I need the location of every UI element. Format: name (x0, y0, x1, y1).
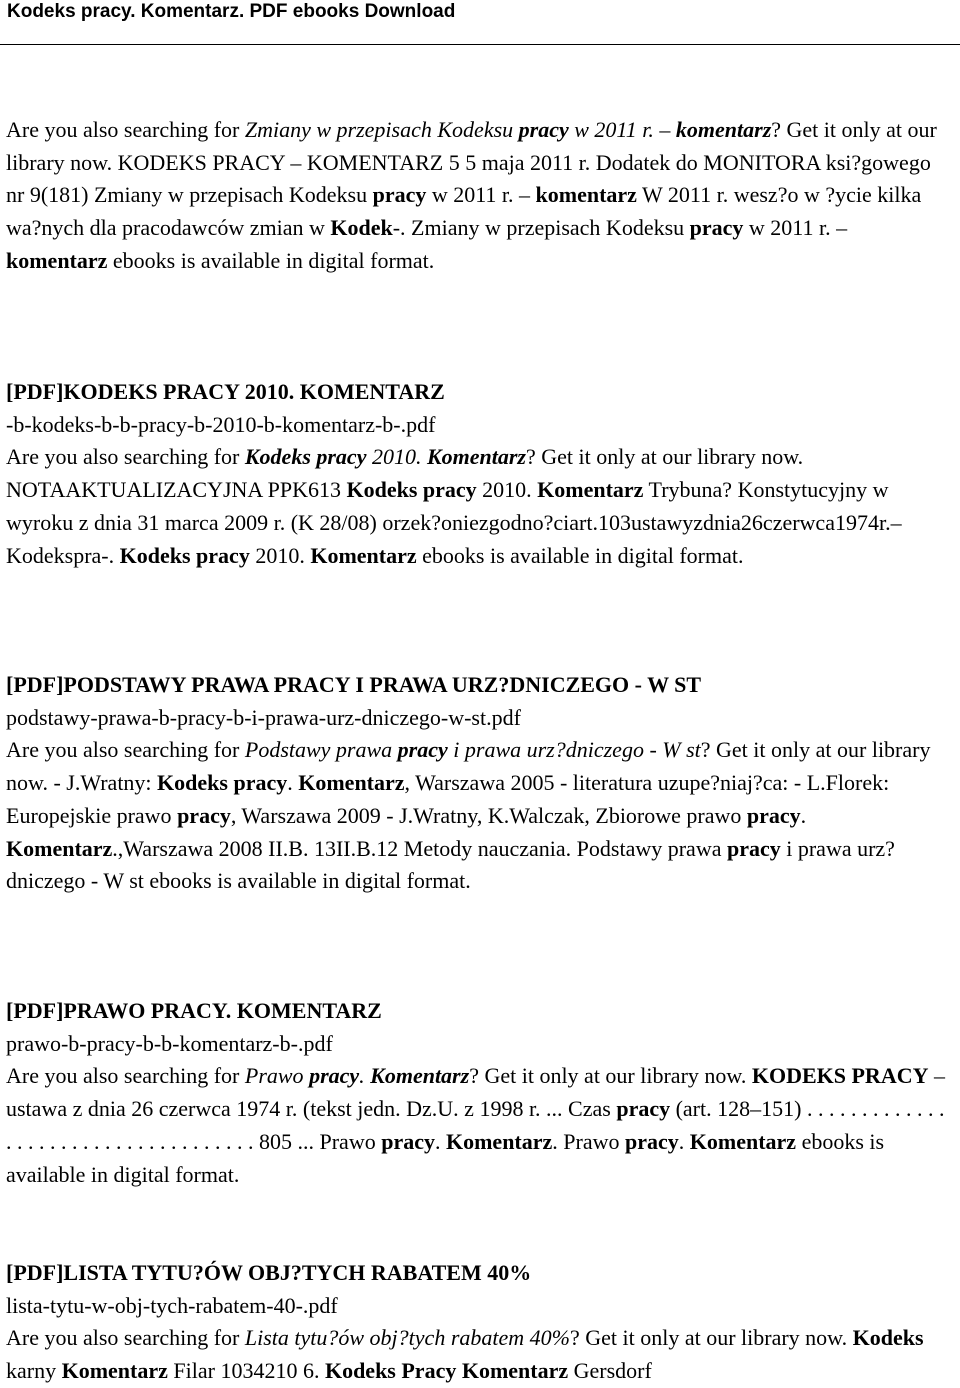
text-segment: Komentarz (6, 835, 113, 861)
text-segment: Komentarz (537, 477, 644, 503)
text-segment: ? Get it only at our library now. (569, 1325, 853, 1351)
text-segment: KODEKS PRACY (751, 1063, 929, 1089)
text-segment: Kodeks pracy (119, 542, 250, 568)
result-description (6, 441, 954, 572)
text-segment: Komentarz (445, 1128, 553, 1154)
result-title[interactable]: [PDF]PRAWO PRACY. KOMENTARZ (6, 998, 382, 1023)
text-segment: Kodeks pracy (157, 770, 288, 796)
text-segment: Prawo (244, 1063, 310, 1089)
result-filename: lista-tytu-w-obj-tych-rabatem-40-.pdf (6, 1292, 338, 1318)
text-segment: ebooks is available in digital format. (6, 1128, 885, 1187)
text-segment: ebooks is available in digital format. (107, 247, 435, 273)
page-title: Kodeks pracy. Komentarz. PDF ebooks Download (7, 1, 456, 22)
text-segment: Komentarz (310, 542, 417, 568)
text-segment: pracy (726, 835, 781, 861)
result-title[interactable]: [PDF]PODSTAWY PRAWA PRACY I PRAWA URZ?DNICZEGO - W ST (6, 672, 702, 697)
result-section-prawo-pracy-komentarz (6, 995, 954, 1191)
text-segment: ? Get it only at our library now. (469, 1063, 752, 1089)
text-segment: komentarz (6, 247, 108, 273)
text-segment: pracy (518, 117, 569, 142)
result-description (6, 1060, 954, 1191)
text-segment: Komentarz (298, 770, 405, 796)
text-segment: Gersdorf (568, 1358, 652, 1384)
text-segment: komentarz (675, 117, 772, 142)
text-segment: Komentarz (61, 1358, 168, 1384)
text-segment: pracy (309, 1063, 360, 1089)
text-segment: Lista tytu?ów obj?tych rabatem 40% (244, 1325, 570, 1351)
text-segment: Kodek (330, 215, 393, 241)
result-section-lista-tytulow (6, 1257, 954, 1388)
result-title[interactable]: [PDF]LISTA TYTU?ÓW OBJ?TYCH RABATEM 40% (6, 1260, 532, 1285)
intro-block (6, 114, 954, 278)
text-segment: pracy (616, 1096, 671, 1122)
text-segment: Filar 1034210 6. (167, 1358, 325, 1384)
text-segment: ? Get it only at our library now. - J.Wratny: (6, 737, 931, 796)
result-description (6, 1322, 954, 1387)
text-segment: pracy (372, 182, 427, 208)
text-segment: -. Zmiany w przepisach Kodeksu (392, 215, 690, 241)
text-segment: , Warszawa 2005 - literatura uzupe?niaj?ca: - L.Florek: Europejskie prawo (6, 770, 890, 828)
text-segment: pracy (689, 215, 744, 241)
text-segment: i prawa urz?dniczego - W st ebooks is available in digital format. (6, 835, 895, 894)
text-segment: Kodeks Pracy Komentarz (324, 1358, 569, 1384)
text-segment: 2010. (476, 477, 538, 503)
text-segment: ? Get it only at our library now. NOTAAKTUALIZACYJNA PPK613 (6, 444, 804, 503)
text-segment: 2010. (366, 444, 427, 470)
result-filename: podstawy-prawa-b-pracy-b-i-prawa-urz-dniczego-w-st.pdf (6, 704, 521, 730)
text-segment: – ustawa z dnia 26 czerwca 1974 r. (tekst jedn. Dz.U. z 1998 r. ... Czas (6, 1063, 945, 1122)
header-divider (0, 44, 960, 45)
result-filename: -b-kodeks-b-b-pracy-b-2010-b-komentarz-b-.pdf (6, 411, 436, 437)
text-segment: .,Warszawa 2008 II.B. 13II.B.12 Metody nauczania. Podstawy prawa (112, 835, 727, 861)
result-section-podstawy-prawa-pracy (6, 669, 954, 898)
text-segment: Podstawy prawa (244, 737, 398, 763)
text-segment: , Warszawa 2009 - J.Wratny, K.Walczak, Zbiorowe prawo (230, 802, 747, 828)
text-segment: Komentarz (426, 444, 526, 470)
text-segment: . (287, 770, 299, 796)
text-segment: Komentarz (689, 1128, 797, 1154)
text-segment: ebooks is available in digital format. (416, 542, 744, 568)
result-section-kodeks-pracy-2010 (6, 376, 954, 572)
text-segment: Zmiany w przepisach Kodeksu (244, 117, 519, 142)
text-segment: . (434, 1128, 446, 1154)
text-segment: Komentarz (370, 1063, 470, 1089)
text-segment: w 2011 r. – (426, 182, 536, 208)
text-segment: W 2011 r. wesz?o w ?ycie kilka wa?nych dla pracodawców zmian w (6, 182, 922, 241)
text-segment: w 2011 r. – (568, 117, 676, 142)
text-segment: Are you also searching for (6, 117, 245, 142)
text-segment: . (800, 802, 807, 828)
text-segment: . Prawo (552, 1128, 625, 1154)
text-segment: komentarz (535, 182, 637, 208)
text-segment: . (678, 1128, 690, 1154)
text-segment: (art. 128–151) . . . . . . . . . . . . . . . . . . . . . . . . . . . . . . . . . . . . 805 ... Prawo (6, 1096, 945, 1154)
text-segment: Are you also searching for (6, 1063, 245, 1089)
result-description (6, 734, 954, 898)
text-segment: pracy (381, 1128, 435, 1154)
text-segment: pracy (177, 802, 231, 828)
text-segment: Are you also searching for (6, 737, 245, 763)
result-title[interactable]: [PDF]KODEKS PRACY 2010. KOMENTARZ (6, 379, 445, 404)
text-segment: Are you also searching for (6, 1325, 245, 1351)
text-segment: pracy (397, 737, 448, 763)
text-segment: ? Get it only at our library now. KODEKS PRACY – KOMENTARZ 5 5 maja 2011 r. Dodatek do MONITORA ksi?gowego nr 9(181) Zmiany w przepisach Kodeksu (6, 117, 937, 208)
intro-paragraph (6, 114, 954, 278)
text-segment: Trybuna? Konstytucyjny w wyroku z dnia 31 marca 2009 r. (K 28/08) orzek?oniezgodno?ciart.103ustawyzdnia26czerwca1974r.–Kodekspra-. (6, 477, 902, 568)
text-segment: Kodeks pracy (346, 477, 477, 503)
text-segment: Are you also searching for (6, 444, 245, 470)
text-segment: Kodeks (852, 1325, 924, 1351)
text-segment: pracy (746, 802, 801, 828)
text-segment: karny (6, 1358, 62, 1384)
text-segment: 2010. (249, 542, 311, 568)
text-segment: Kodeks pracy (244, 444, 367, 470)
text-segment: w 2011 r. – (743, 215, 848, 241)
result-filename: prawo-b-pracy-b-b-komentarz-b-.pdf (6, 1030, 333, 1056)
text-segment: . (359, 1063, 371, 1089)
text-segment: pracy (625, 1128, 679, 1154)
text-segment: i prawa urz?dniczego - W st (447, 737, 701, 763)
